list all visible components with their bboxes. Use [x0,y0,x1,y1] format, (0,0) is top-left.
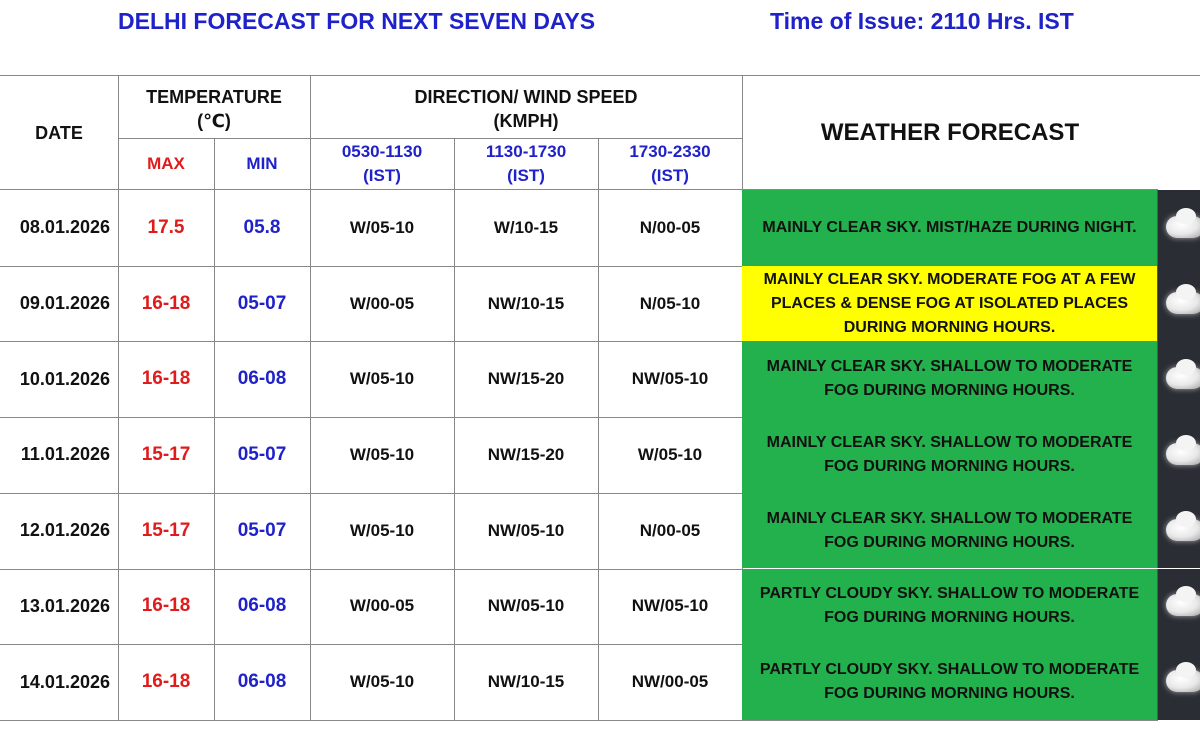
weather-icon-cell [1158,644,1200,720]
temperature-label: TEMPERATURE [146,87,282,107]
row-max-temp: 16-18 [141,368,191,390]
slot1-header [310,138,454,190]
slot3-zone: (IST) [651,166,689,185]
row-date: 14.01.2026 [19,671,110,692]
cloud-icon [1166,216,1200,238]
row-weather-forecast: PARTLY CLOUDY SKY. SHALLOW TO MODERATE FOG DURING MORNING HOURS. [742,644,1158,720]
slot3-header [598,138,742,190]
row-wind-afternoon: NW/05-10 [487,596,565,616]
weather-icon-cell [1158,266,1200,342]
row-max-temp: 15-17 [141,443,191,465]
weather-icon-cell [1158,493,1200,569]
row-min-temp: 06-08 [237,671,287,693]
wind-header [310,80,742,138]
row-weather-forecast: MAINLY CLEAR SKY. MODERATE FOG AT A FEW PLACES & DENSE FOG AT ISOLATED PLACES DURING MORNING HOURS. [742,266,1158,342]
fog-icon [1166,367,1200,389]
row-wind-morning: W/05-10 [349,369,415,389]
row-wind-morning: W/05-10 [349,444,415,464]
row-wind-afternoon: NW/05-10 [487,520,565,540]
row-min-temp: 05-07 [237,443,287,465]
row-date: 08.01.2026 [19,217,110,238]
slot2-zone: (IST) [507,166,545,185]
row-wind-afternoon: W/10-15 [493,217,559,237]
weather-icon-cell [1158,417,1200,493]
row-weather-forecast: PARTLY CLOUDY SKY. SHALLOW TO MODERATE FOG DURING MORNING HOURS. [742,569,1158,645]
row-date: 13.01.2026 [19,595,110,616]
row-min-temp: 06-08 [237,368,287,390]
row-wind-evening: N/00-05 [639,217,701,237]
min-header: MIN [246,154,278,173]
slot3-time: 1730-2330 [629,142,711,161]
temperature-header [118,80,310,138]
row-wind-evening: N/05-10 [639,293,701,313]
row-wind-evening: NW/05-10 [631,596,709,616]
row-max-temp: 16-18 [141,671,191,693]
row-max-temp: 15-17 [141,519,191,541]
wind-unit: (KMPH) [493,111,559,131]
row-wind-evening: NW/00-05 [631,672,709,692]
fog-icon [1166,443,1200,465]
forecast-header: WEATHER FORECAST [820,118,1080,146]
row-max-temp: 17.5 [147,216,185,238]
weather-icon-cell [1158,569,1200,645]
row-wind-afternoon: NW/15-20 [487,444,565,464]
slot2-time: 1130-1730 [485,142,567,161]
row-wind-evening: NW/05-10 [631,369,709,389]
row-wind-morning: W/00-05 [349,596,415,616]
row-wind-morning: W/05-10 [349,520,415,540]
row-weather-forecast: MAINLY CLEAR SKY. MIST/HAZE DURING NIGHT. [742,190,1158,266]
slot1-zone: (IST) [363,166,401,185]
slot1-time: 0530-1130 [341,142,423,161]
date-header: DATE [35,122,83,143]
row-weather-forecast: MAINLY CLEAR SKY. SHALLOW TO MODERATE FOG DURING MORNING HOURS. [742,493,1158,569]
row-date: 10.01.2026 [19,368,110,389]
wind-label: DIRECTION/ WIND SPEED [414,87,638,107]
fog-icon [1166,519,1200,541]
row-date: 11.01.2026 [20,444,110,465]
time-of-issue: Time of Issue: 2110 Hrs. IST [770,8,1074,34]
row-wind-morning: W/05-10 [349,217,415,237]
row-wind-evening: N/00-05 [639,520,701,540]
fog-icon [1166,292,1200,314]
row-date: 12.01.2026 [19,520,110,541]
row-wind-afternoon: NW/10-15 [487,672,565,692]
fog-icon [1166,594,1200,616]
row-wind-afternoon: NW/10-15 [487,293,565,313]
row-min-temp: 06-08 [237,595,287,617]
temperature-unit: (℃) [197,111,231,131]
row-wind-morning: W/05-10 [349,672,415,692]
forecast-table [0,75,1200,720]
slot2-header [454,138,598,190]
weather-icon-cell [1158,341,1200,417]
row-divider [0,720,1158,721]
page-title: DELHI FORECAST FOR NEXT SEVEN DAYS [118,8,596,34]
row-min-temp: 05-07 [237,292,287,314]
row-min-temp: 05.8 [243,216,281,238]
max-header: MAX [147,154,185,173]
row-wind-evening: W/05-10 [637,444,703,464]
row-weather-forecast: MAINLY CLEAR SKY. SHALLOW TO MODERATE FOG DURING MORNING HOURS. [742,417,1158,493]
row-wind-afternoon: NW/15-20 [487,369,565,389]
row-weather-forecast: MAINLY CLEAR SKY. SHALLOW TO MODERATE FOG DURING MORNING HOURS. [742,341,1158,417]
row-min-temp: 05-07 [237,519,287,541]
weather-icon-cell [1158,190,1200,266]
row-max-temp: 16-18 [141,292,191,314]
fog-icon [1166,670,1200,692]
row-date: 09.01.2026 [19,293,110,314]
row-max-temp: 16-18 [141,595,191,617]
row-wind-morning: W/00-05 [349,293,415,313]
